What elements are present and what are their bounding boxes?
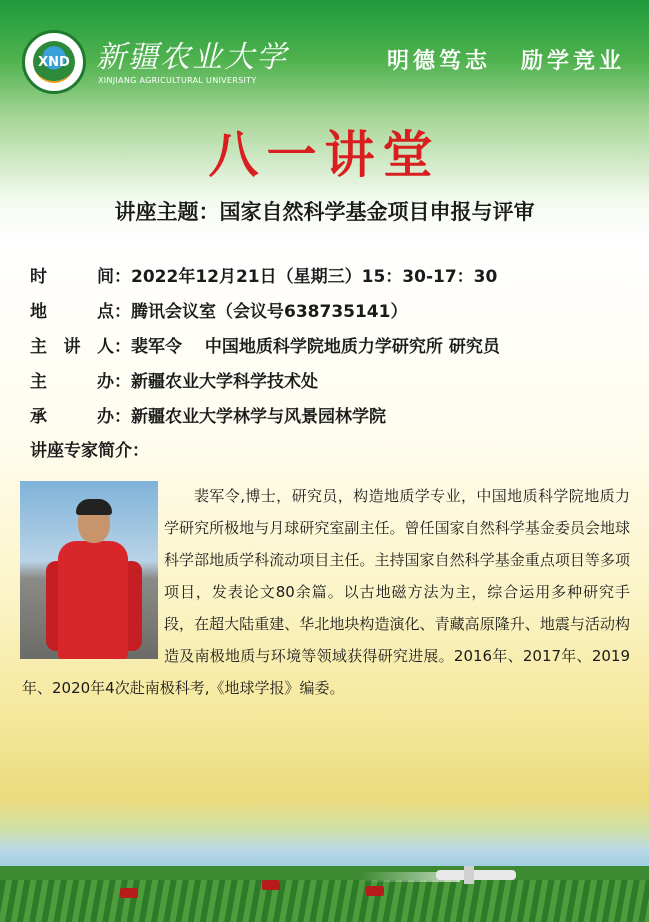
info-label: 主 办: [30, 372, 114, 392]
university-name-en: XINJIANG AGRICULTURAL UNIVERSITY: [98, 76, 257, 85]
university-logo: [22, 30, 86, 94]
info-value: ：新疆农业大学林学与风景园林学院: [114, 407, 386, 427]
tractor-icon: [262, 880, 280, 890]
logo-text: XND: [38, 55, 70, 70]
info-row-time: [30, 260, 500, 295]
lecture-info: [30, 260, 500, 435]
lecture-topic: 讲座主题：国家自然科学基金项目申报与评审: [114, 200, 535, 224]
info-value: ：新疆农业大学科学技术处: [114, 372, 318, 392]
expert-bio: [22, 480, 630, 704]
bio-text: 裴军令,博士，研究员，构造地质学专业，中国地质科学院地质力学研究所极地与月球研究室副主任。曾任国家自然科学基金委员会地球科学部地质学科流动项目主任。主持国家自然科学基金重点项目等多项项目，发表论文80余篇。以古地磁方法为主，综合运用多种研究手段，在超大陆重建、华北地块构造演化、青藏高原隆升、地震与活动构造及南极地质与环境等领域获得研究进展。2016年、2017年、2019年、2020年4次赴南极科考,《地球学报》编委。: [22, 487, 630, 697]
info-row-location: [30, 295, 500, 330]
tractor-icon: [366, 886, 384, 896]
info-label: 主 讲 人: [30, 337, 114, 357]
info-label: 承 办: [30, 407, 114, 427]
motto-part-1: 明德笃志: [386, 48, 491, 74]
info-row-speaker: [30, 330, 500, 365]
page-title: 八一讲堂: [208, 125, 441, 184]
info-value: ：2022年12月21日（星期三）15：30-17：30: [114, 267, 498, 287]
info-row-organizer: [30, 365, 500, 400]
crop-duster-plane: [436, 870, 516, 880]
info-value: ：裴军令 中国地质科学院地质力学研究所 研究员: [114, 337, 500, 357]
motto-part-2: 励学竞业: [520, 48, 625, 74]
info-value: ：腾讯会议室（会议号638735141）: [114, 302, 408, 322]
info-row-co-organizer: [30, 400, 500, 435]
info-label: 时 间: [30, 267, 114, 287]
motto: [387, 44, 625, 75]
tractor-icon: [120, 888, 138, 898]
farm-field: [0, 880, 649, 922]
university-name-cn: 新疆农业大学: [96, 40, 288, 75]
expert-intro-heading: 讲座专家简介：: [30, 441, 149, 461]
info-label: 地 点: [30, 302, 114, 322]
